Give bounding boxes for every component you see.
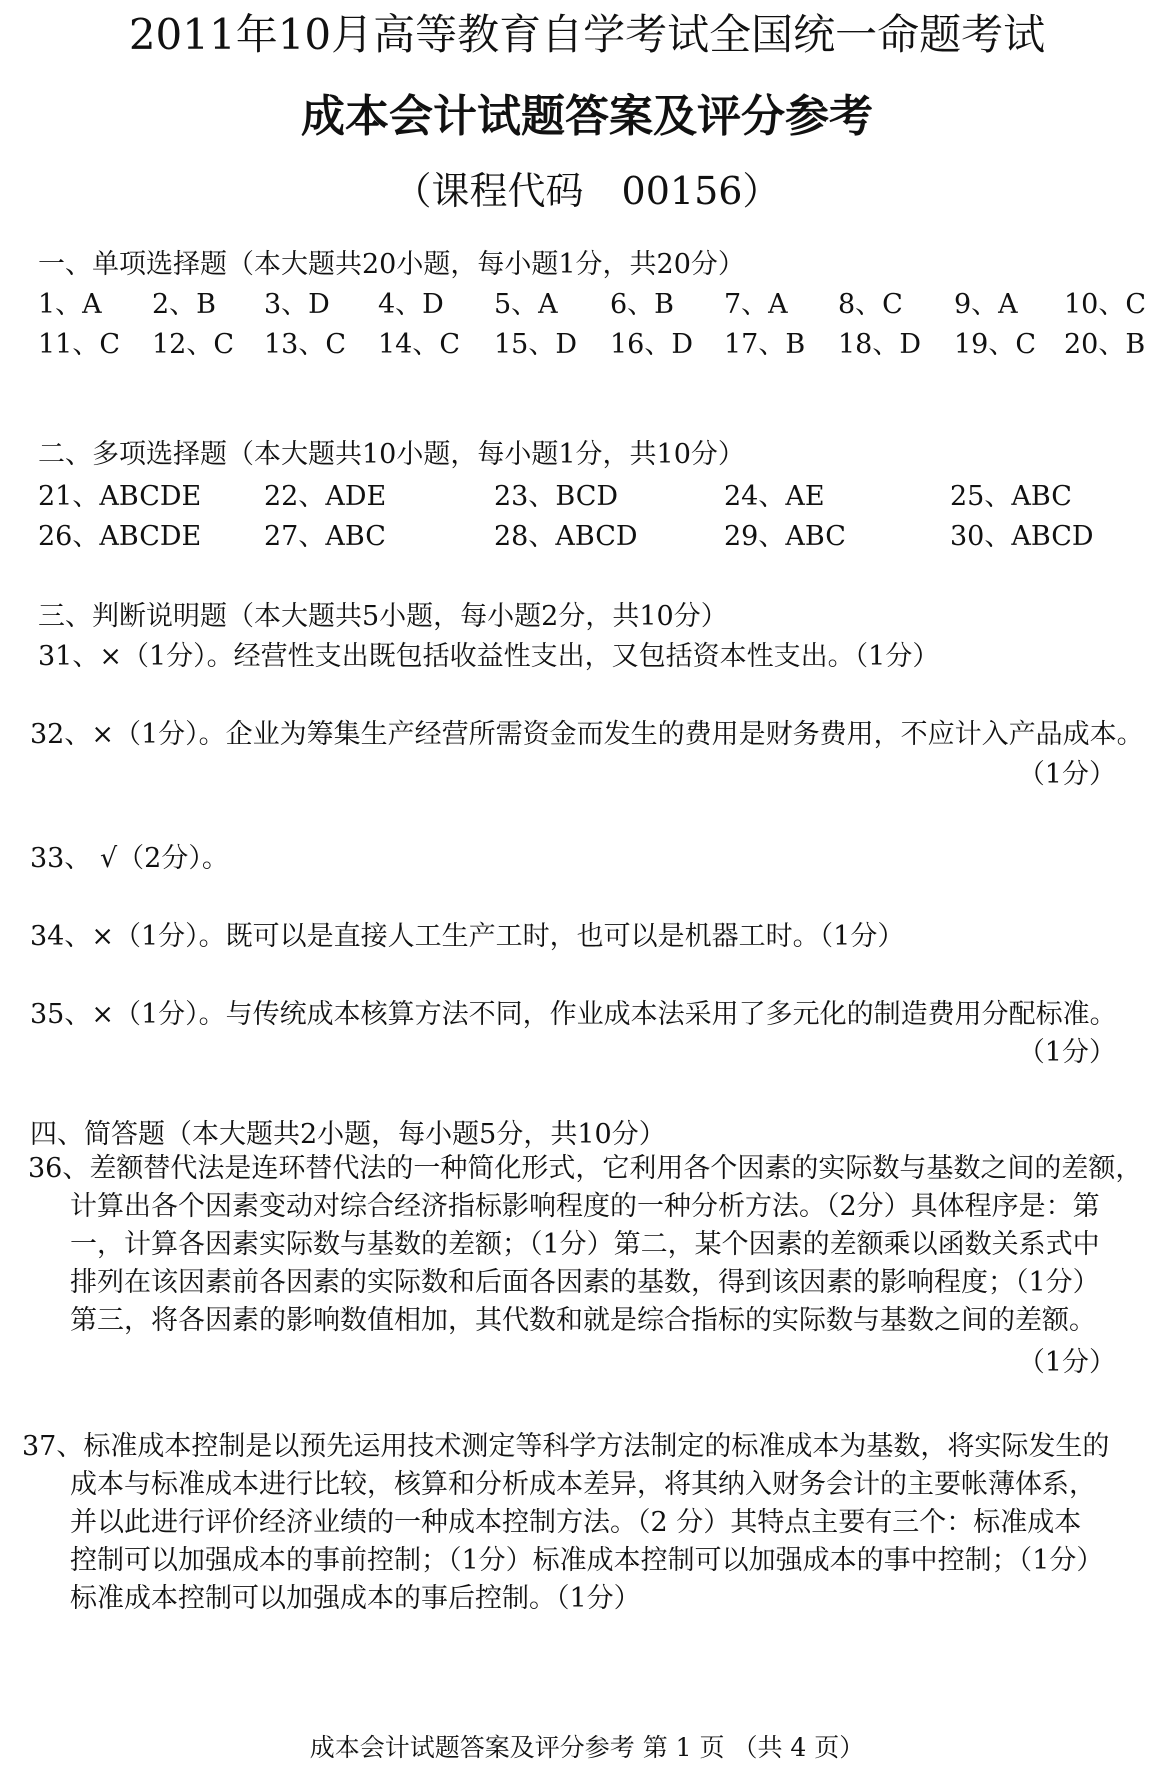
answer-item: 5、A: [494, 289, 558, 320]
q36-line: 36、差额替代法是连环替代法的一种简化形式，它利用各个因素的实际数与基数之间的差额，: [28, 1153, 1143, 1184]
section1-heading: 一、单项选择题（本大题共20小题，每小题1分，共20分）: [38, 249, 745, 280]
answer-item: 13、C: [264, 329, 347, 360]
page-footer: 成本会计试题答案及评分参考 第 1 页 （共 4 页）: [309, 1733, 865, 1762]
q37-line: 37、标准成本控制是以预先运用技术测定等科学方法制定的标准成本为基数，将实际发生的: [22, 1431, 1110, 1462]
q37-line: 并以此进行评价经济业绩的一种成本控制方法。（2 分）其特点主要有三个：标准成本: [70, 1507, 1082, 1538]
answer-item: 27、ABC: [264, 521, 386, 552]
answer-item: 24、AE: [724, 481, 825, 512]
answer-item: 12、C: [152, 329, 235, 360]
answer-item: 25、ABC: [950, 481, 1072, 512]
answer-item: 22、ADE: [264, 481, 387, 512]
answer-q32: 32、×（1分）。企业为筹集生产经营所需资金而发生的费用是财务费用，不应计入产品成本。: [30, 719, 1144, 750]
course-code: （课程代码 00156）: [393, 169, 781, 213]
q36-line: 排列在该因素前各因素的实际数和后面各因素的基数，得到该因素的影响程度；（1分）: [70, 1267, 1100, 1298]
answer-q34: 34、×（1分）。既可以是直接人工生产工时，也可以是机器工时。（1分）: [30, 921, 905, 952]
section3-heading: 三、判断说明题（本大题共5小题，每小题2分，共10分）: [38, 601, 728, 632]
answer-q31: 31、×（1分）。经营性支出既包括收益性支出，又包括资本性支出。（1分）: [38, 641, 940, 672]
score-q36: （1分）: [1017, 1347, 1116, 1378]
answer-item: 6、B: [610, 289, 675, 320]
answer-item: 16、D: [610, 329, 694, 360]
q36-line: 计算出各个因素变动对综合经济指标影响程度的一种分析方法。（2分）具体程序是：第: [70, 1191, 1100, 1222]
q37-line: 标准成本控制可以加强成本的事后控制。（1分）: [70, 1583, 641, 1614]
answer-item: 4、D: [378, 289, 444, 320]
answer-q36: [28, 1150, 1142, 1340]
answer-item: 1、A: [38, 289, 102, 320]
answer-item: 3、D: [264, 289, 330, 320]
answer-item: 8、C: [838, 289, 903, 320]
answer-item: 21、ABCDE: [38, 481, 202, 512]
answer-item: 26、ABCDE: [38, 521, 202, 552]
answer-item: 7、A: [724, 289, 788, 320]
score-q35: （1分）: [1017, 1037, 1116, 1068]
answer-item: 9、A: [954, 289, 1018, 320]
section4-heading: 四、简答题（本大题共2小题，每小题5分，共10分）: [30, 1119, 666, 1150]
answer-q33: 33、 √（2分）。: [30, 843, 229, 874]
answer-item: 28、ABCD: [494, 521, 638, 552]
answer-item: 15、D: [494, 329, 578, 360]
answer-item: 14、C: [378, 329, 461, 360]
answer-item: 10、C: [1064, 289, 1147, 320]
exam-title: 2011年10月高等教育自学考试全国统一命题考试: [128, 10, 1046, 59]
score-q32: （1分）: [1017, 759, 1116, 790]
answer-item: 20、B: [1064, 329, 1146, 360]
subject-title: 成本会计试题答案及评分参考: [301, 91, 873, 142]
section2-heading: 二、多项选择题（本大题共10小题，每小题1分，共10分）: [38, 439, 745, 470]
answer-item: 18、D: [838, 329, 922, 360]
q36-line: 第三，将各因素的影响数值相加，其代数和就是综合指标的实际数与基数之间的差额。: [70, 1305, 1096, 1336]
answer-item: 23、BCD: [494, 481, 619, 512]
q36-line: 一，计算各因素实际数与基数的差额；（1分）第二，某个因素的差额乘以函数关系式中: [70, 1229, 1100, 1260]
answer-q35: 35、×（1分）。与传统成本核算方法不同，作业成本法采用了多元化的制造费用分配标准。: [30, 999, 1117, 1030]
answer-item: 11、C: [38, 329, 121, 360]
q37-line: 成本与标准成本进行比较，核算和分析成本差异，将其纳入财务会计的主要帐薄体系，: [70, 1469, 1096, 1500]
q37-line: 控制可以加强成本的事前控制；（1分）标准成本控制可以加强成本的事中控制；（1分）: [70, 1545, 1104, 1576]
answer-item: 19、C: [954, 329, 1037, 360]
answer-item: 2、B: [152, 289, 217, 320]
answer-item: 29、ABC: [724, 521, 846, 552]
answer-item: 30、ABCD: [950, 521, 1094, 552]
answer-item: 17、B: [724, 329, 806, 360]
answer-q37: [22, 1428, 1109, 1618]
